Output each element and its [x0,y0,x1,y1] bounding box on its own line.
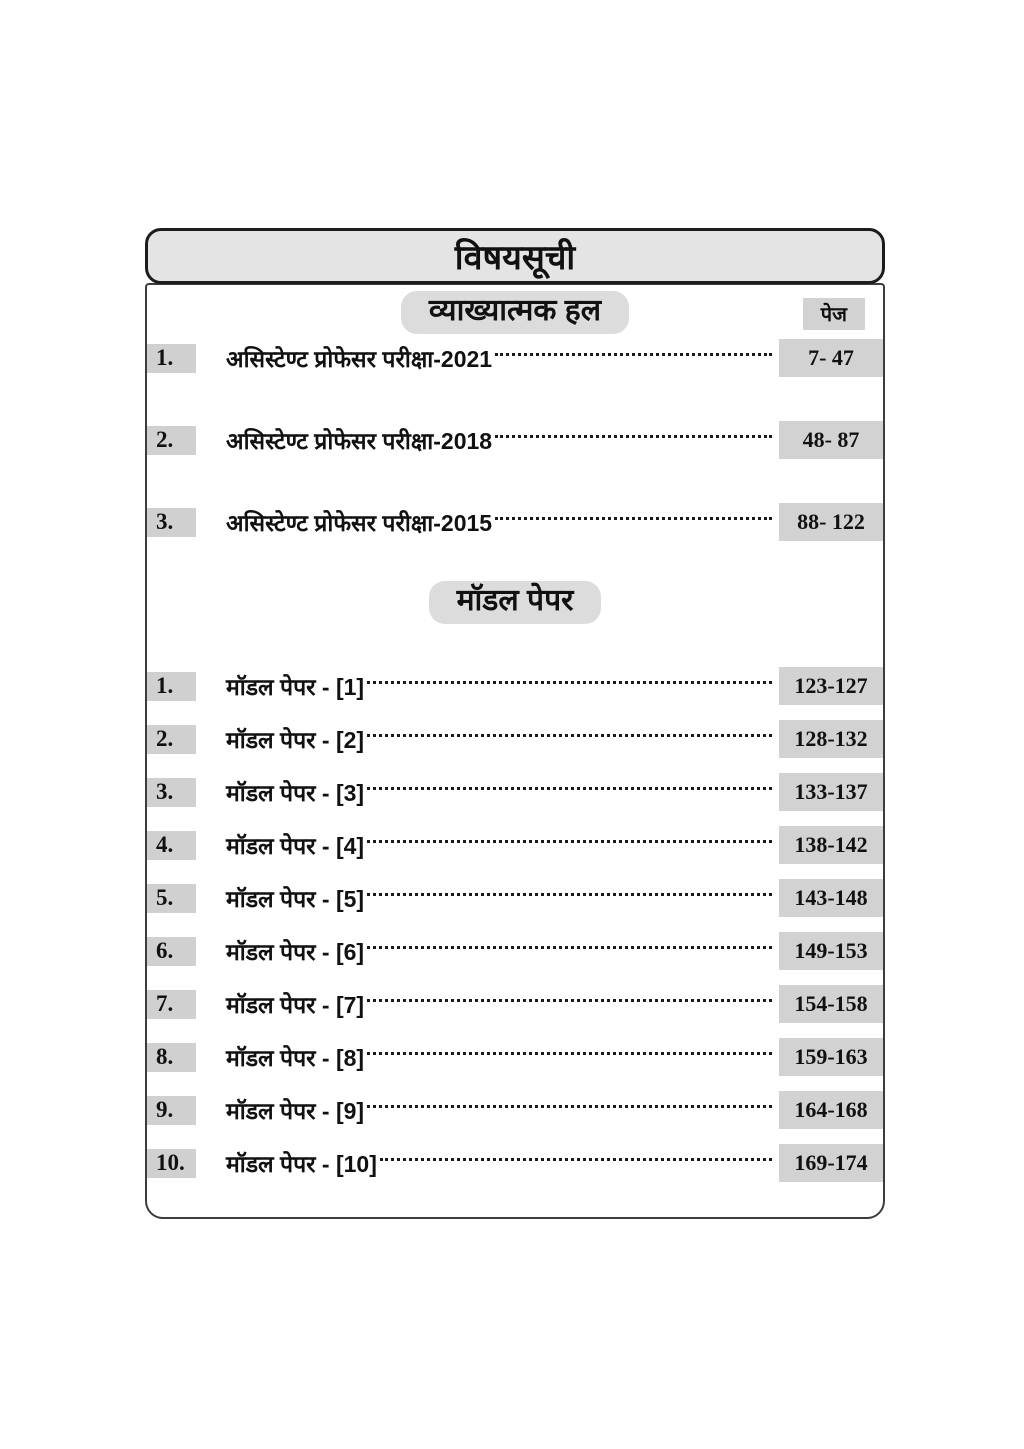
toc-row [147,1094,883,1126]
dot-leader [495,517,772,520]
toc-row [147,829,883,861]
toc-row [147,988,883,1020]
section-header-explanatory [147,291,883,334]
toc-row-number: 7. [147,990,196,1019]
toc-row-label: मॉडल पेपर - [6] [226,939,365,965]
page-title: विषयसूची [454,239,576,277]
toc-row-number: 2. [147,426,196,455]
toc-row-label: मॉडल पेपर - [10] [226,1151,377,1177]
toc-row [147,670,883,702]
dot-leader [367,893,772,896]
toc-row-pages: 169-174 [779,1144,883,1182]
toc-row-pages: 123-127 [779,667,883,705]
toc-row-pages: 149-153 [779,932,883,970]
toc-row-pages: 159-163 [779,1038,883,1076]
toc-row-number: 1. [147,344,196,373]
toc-row-pages: 138-142 [779,826,883,864]
toc-row-pages: 88- 122 [779,503,883,541]
dot-leader [367,946,772,949]
section-heading-model-papers: मॉडल पेपर [429,581,602,624]
toc-row-pages: 48- 87 [779,421,883,459]
toc-row [147,935,883,967]
toc-row-label: मॉडल पेपर - [2] [226,727,365,753]
toc-row-label: असिस्टेण्ट प्रोफेसर परीक्षा-2021 [226,346,493,372]
toc-row-number: 6. [147,937,196,966]
toc-row-number: 3. [147,508,196,537]
toc-row-number: 9. [147,1096,196,1125]
toc-title-banner [145,228,885,284]
toc-row-label: मॉडल पेपर - [1] [226,674,365,700]
toc-row-pages: 164-168 [779,1091,883,1129]
toc-row [147,506,883,538]
toc-rows-model-papers [147,670,883,1179]
dot-leader [367,1105,772,1108]
dot-leader [367,734,772,737]
toc-row-label: मॉडल पेपर - [7] [226,992,365,1018]
toc-row-number: 10. [147,1149,196,1178]
toc-row [147,1041,883,1073]
section-heading-explanatory: व्याख्यात्मक हल [401,291,629,334]
toc-row-label: असिस्टेण्ट प्रोफेसर परीक्षा-2015 [226,510,493,536]
dot-leader [367,1052,772,1055]
toc-row-label: असिस्टेण्ट प्रोफेसर परीक्षा-2018 [226,428,493,454]
toc-row-pages: 143-148 [779,879,883,917]
page-column-label: पेज [803,298,865,330]
toc-rows-explanatory [147,342,883,538]
toc-row [147,342,883,374]
toc-row-label: मॉडल पेपर - [9] [226,1098,365,1124]
toc-panel [145,283,885,1219]
toc-row [147,424,883,456]
toc-row-number: 1. [147,672,196,701]
toc-row [147,882,883,914]
dot-leader [367,681,772,684]
toc-row-pages: 133-137 [779,773,883,811]
toc-row [147,776,883,808]
toc-row-pages: 154-158 [779,985,883,1023]
toc-row-pages: 128-132 [779,720,883,758]
toc-row [147,1147,883,1179]
toc-row-number: 4. [147,831,196,860]
dot-leader [495,353,772,356]
toc-row-number: 5. [147,884,196,913]
toc-row-number: 3. [147,778,196,807]
toc-row [147,723,883,755]
dot-leader [495,435,772,438]
dot-leader [380,1158,772,1161]
toc-row-label: मॉडल पेपर - [4] [226,833,365,859]
toc-row-label: मॉडल पेपर - [5] [226,886,365,912]
dot-leader [367,787,772,790]
section-header-model-papers [147,581,883,624]
dot-leader [367,840,772,843]
toc-row-number: 2. [147,725,196,754]
toc-row-pages: 7- 47 [779,339,883,377]
dot-leader [367,999,772,1002]
toc-row-label: मॉडल पेपर - [3] [226,780,365,806]
toc-row-label: मॉडल पेपर - [8] [226,1045,365,1071]
toc-row-number: 8. [147,1043,196,1072]
